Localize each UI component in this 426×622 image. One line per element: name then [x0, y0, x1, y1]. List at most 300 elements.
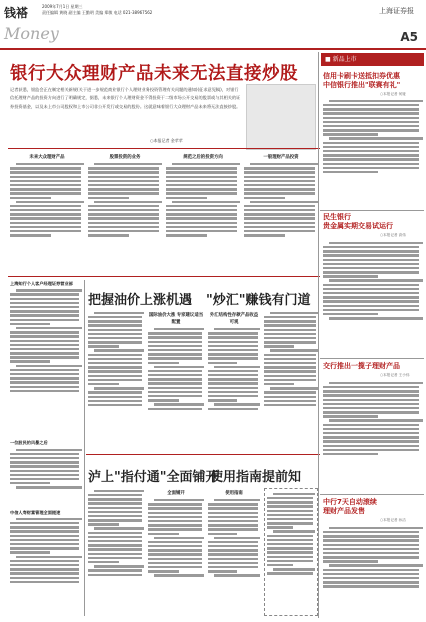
text-line [10, 581, 79, 583]
text-line [166, 188, 237, 190]
text-line [10, 306, 79, 308]
text-line [10, 543, 79, 545]
divider [318, 52, 319, 618]
text-line [10, 526, 79, 528]
text-line [88, 532, 142, 534]
text-line [214, 537, 260, 539]
text-line [148, 370, 202, 372]
text-line [88, 396, 142, 398]
text-line [323, 300, 419, 302]
text-line [329, 100, 423, 102]
divider [86, 454, 320, 455]
text-line [148, 395, 202, 397]
text-line [10, 547, 79, 549]
text-line [10, 222, 81, 224]
story-column [88, 310, 144, 450]
text-line [323, 163, 419, 165]
text-line [148, 566, 202, 568]
sidebar-title-line: 信用卡刷卡送抵扣券优惠 [323, 72, 400, 80]
text-line [267, 522, 313, 524]
text-line [270, 312, 318, 314]
text-line [323, 531, 419, 533]
text-line [148, 570, 179, 572]
text-line [323, 309, 419, 311]
sidebar-banner: ■ 新品上市 [321, 53, 424, 66]
text-line [88, 379, 142, 381]
text-line [208, 549, 258, 551]
text-line [166, 192, 237, 194]
body-text [323, 382, 423, 456]
text-line [166, 197, 207, 199]
text-line [88, 502, 142, 504]
text-line [323, 428, 419, 430]
text-line [88, 354, 142, 356]
text-line [208, 378, 258, 380]
text-line [244, 226, 315, 228]
page-number: A5 [400, 30, 418, 44]
text-line [267, 556, 313, 558]
body-text [88, 312, 144, 407]
text-line [329, 242, 423, 244]
text-line [10, 530, 79, 532]
story-column [208, 488, 260, 618]
text-line [166, 184, 237, 186]
text-line [88, 222, 159, 224]
text-line [208, 553, 258, 555]
text-line [323, 411, 419, 413]
text-line [208, 545, 258, 547]
divider [320, 210, 424, 211]
text-line [323, 142, 419, 144]
text-line [88, 523, 119, 525]
sidebar-title-line: 中信银行推出"联赛有礼" [323, 81, 401, 89]
body-text [267, 493, 315, 575]
text-line [88, 544, 142, 546]
text-line [88, 370, 142, 372]
text-line [264, 316, 316, 318]
text-line [10, 230, 81, 232]
text-line [148, 533, 179, 535]
text-line [323, 254, 419, 256]
text-line [88, 337, 142, 339]
text-line [323, 449, 419, 451]
text-line [88, 548, 142, 550]
lead-paragraph: 记者获悉，银监会正在制定相关新规(关于进一步规范商业银行个人理财业务投资管理有关问题的通知)(征求意见稿)，对银行信托理财产品的投资方向进行了明确规定，据悉，未来银行个人理财资金不得投资于二级市场公开交易的股票或与其相关的证券投资基金，以及未上市公司股权和上市公司非公开发行或交易的股份。这就意味着银行大众理财产品未来将无法直接炒股。 [10, 87, 241, 109]
text-line [148, 391, 202, 393]
text-line [10, 209, 81, 211]
divider [84, 280, 85, 616]
section-logo: 钱褡 [4, 6, 29, 20]
text-line [250, 163, 318, 165]
text-line [244, 167, 315, 169]
text-line [208, 387, 258, 389]
text-line [208, 533, 237, 535]
text-line [10, 474, 79, 476]
text-line [10, 470, 79, 472]
story-column [88, 488, 144, 618]
tip-box [264, 488, 318, 616]
text-line [323, 535, 419, 537]
text-line [88, 511, 142, 513]
text-line [88, 400, 142, 402]
story-headline: 使用指南提前知 [210, 470, 302, 485]
text-line [16, 518, 82, 520]
text-line [323, 394, 419, 396]
text-line [10, 302, 79, 304]
sidebar-title [323, 213, 423, 231]
article-photo [246, 84, 316, 150]
article-subhead: 一般理财产品投资 [263, 155, 299, 160]
text-line [323, 133, 378, 135]
body-text [208, 499, 260, 577]
text-line [94, 490, 144, 492]
text-line [323, 150, 419, 152]
text-line [88, 345, 119, 347]
text-line [10, 180, 81, 182]
text-line [329, 317, 423, 319]
text-line [273, 530, 315, 532]
text-line [10, 377, 79, 379]
story-column [148, 488, 204, 618]
text-line [267, 551, 313, 553]
text-line [16, 289, 82, 291]
text-line [264, 337, 316, 339]
story-headline: "炒汇"赚钱有门道 [206, 293, 311, 308]
text-line [323, 390, 419, 392]
text-line [10, 522, 79, 524]
text-line [264, 362, 316, 364]
text-line [264, 400, 316, 402]
text-line [148, 332, 202, 334]
text-line [323, 577, 419, 579]
text-line [214, 328, 260, 330]
page-header [0, 0, 426, 50]
text-line [94, 349, 144, 351]
sidebar-title-line: 民生银行 [323, 213, 351, 221]
text-line [10, 335, 79, 337]
text-line [166, 180, 237, 182]
text-line [148, 503, 202, 505]
text-line [323, 403, 419, 405]
text-line [88, 515, 142, 517]
text-line [329, 419, 423, 421]
text-line [166, 205, 237, 207]
text-line [264, 375, 316, 377]
body-text [10, 163, 84, 237]
text-line [267, 518, 313, 520]
text-line [10, 564, 79, 566]
text-line [148, 408, 202, 410]
divider [8, 276, 320, 277]
article-subhead: 股票投资的业务 [109, 155, 141, 160]
text-line [88, 383, 119, 385]
text-line [244, 184, 315, 186]
left-story-title: 上海知行个人客户经理证券营业部 [10, 281, 73, 286]
text-line [94, 565, 144, 567]
text-line [166, 226, 237, 228]
text-line [10, 310, 79, 312]
text-line [88, 507, 142, 509]
text-line [148, 549, 202, 551]
text-line [323, 305, 419, 307]
text-line [166, 222, 237, 224]
text-line [88, 362, 142, 364]
body-text [264, 312, 318, 407]
text-line [94, 201, 162, 203]
text-line [214, 574, 260, 576]
text-line [166, 230, 237, 232]
text-line [244, 209, 315, 211]
text-line [323, 259, 419, 261]
text-line [264, 370, 316, 372]
text-line [323, 415, 378, 417]
text-line [88, 226, 159, 228]
text-line [329, 564, 423, 566]
text-line [264, 379, 316, 381]
text-line [10, 344, 79, 346]
text-line [88, 217, 159, 219]
text-line [329, 137, 423, 139]
text-line [323, 117, 419, 119]
text-line [166, 209, 237, 211]
text-line [148, 558, 202, 560]
text-line [208, 332, 258, 334]
text-line [148, 349, 202, 351]
text-line [270, 349, 318, 351]
text-line [10, 390, 79, 392]
text-line [10, 457, 79, 459]
text-line [88, 171, 159, 173]
text-line [88, 540, 142, 542]
text-line [323, 108, 419, 110]
text-line [244, 180, 315, 182]
story-subhead: 全面铺开 [167, 491, 185, 496]
left-stories [10, 280, 82, 620]
text-line [10, 381, 79, 383]
left-story-title: 一位股民的风暴之后 [10, 440, 48, 446]
text-line [10, 535, 79, 537]
text-line [88, 180, 159, 182]
text-line [88, 209, 159, 211]
text-line [148, 516, 202, 518]
text-line [323, 104, 419, 106]
text-line [16, 201, 84, 203]
text-line [208, 570, 237, 572]
text-line [264, 345, 294, 347]
text-line [154, 328, 204, 330]
text-line [329, 382, 423, 384]
text-line [10, 356, 79, 358]
main-headline: 银行大众理财产品未来无法直接炒股 [10, 64, 298, 84]
text-line [264, 383, 294, 385]
text-line [148, 378, 202, 380]
text-line [208, 345, 258, 347]
text-line [16, 486, 82, 488]
text-line [88, 557, 142, 559]
text-line [10, 331, 79, 333]
text-line [323, 539, 419, 541]
text-line [208, 503, 258, 505]
body-text [148, 499, 204, 577]
text-line [148, 387, 202, 389]
story-headline: 把握油价上涨机遇 [88, 293, 193, 308]
sidebar-byline: ○本报记者 高伟 [380, 233, 406, 237]
text-line [264, 404, 316, 406]
body-text [323, 527, 423, 588]
text-line [244, 171, 315, 173]
text-line [323, 121, 419, 123]
text-line [323, 573, 419, 575]
text-line [214, 499, 260, 501]
text-line [148, 336, 202, 338]
text-line [148, 545, 202, 547]
text-line [88, 569, 142, 571]
text-line [323, 581, 419, 583]
story-subhead: 国际油价大涨 专家建议适当配置 [148, 313, 204, 325]
text-line [10, 373, 79, 375]
divider [320, 494, 424, 495]
text-line [10, 293, 79, 295]
text-line [10, 188, 81, 190]
text-line [264, 333, 316, 335]
text-line [323, 267, 419, 269]
text-line [250, 201, 318, 203]
text-line [88, 574, 142, 576]
text-line [323, 154, 419, 156]
text-line [214, 366, 260, 368]
text-line [208, 399, 237, 401]
text-line [166, 176, 237, 178]
text-line [166, 213, 237, 215]
text-line [264, 366, 316, 368]
text-line [270, 387, 318, 389]
text-line [264, 341, 316, 343]
text-line [88, 366, 142, 368]
text-line [10, 205, 81, 207]
text-line [323, 263, 419, 265]
text-line [273, 568, 315, 570]
text-line [88, 167, 159, 169]
text-line [208, 391, 258, 393]
text-line [208, 357, 258, 359]
sidebar-byline: ○本报记者 孙洁 [380, 518, 406, 522]
text-line [208, 558, 258, 560]
text-line [148, 528, 202, 530]
text-line [10, 319, 79, 321]
text-line [10, 226, 81, 228]
text-line [88, 329, 142, 331]
text-line [323, 146, 419, 148]
text-line [323, 453, 378, 455]
text-line [148, 553, 202, 555]
text-line [208, 520, 258, 522]
text-line [16, 449, 82, 451]
text-line [16, 163, 84, 165]
text-line [10, 348, 79, 350]
text-line [10, 539, 79, 541]
text-line [16, 556, 82, 558]
text-line [267, 497, 313, 499]
text-line [148, 374, 202, 376]
text-line [323, 167, 419, 169]
text-line [10, 572, 79, 574]
text-line [267, 560, 313, 562]
text-line [10, 568, 79, 570]
text-line [208, 541, 258, 543]
text-line [323, 246, 419, 248]
body-text [10, 449, 82, 509]
text-line [267, 505, 313, 507]
body-text [10, 289, 82, 439]
text-line [208, 512, 258, 514]
story-column [148, 310, 204, 450]
text-line [208, 395, 258, 397]
article-column-1 [10, 152, 84, 272]
text-line [267, 543, 313, 545]
text-line [208, 349, 258, 351]
text-line [10, 314, 79, 316]
sidebar-byline: ○本报记者 何娅 [380, 92, 406, 96]
text-line [154, 574, 204, 576]
text-line [208, 528, 258, 530]
text-line [323, 399, 419, 401]
text-line [94, 312, 144, 314]
text-line [267, 510, 313, 512]
article-column-2 [88, 152, 162, 272]
sidebar-title [323, 362, 423, 371]
text-line [323, 125, 419, 127]
text-line [10, 323, 50, 325]
text-line [323, 432, 419, 434]
text-line [172, 163, 240, 165]
story-subhead: 使用指南 [225, 491, 243, 496]
text-line [214, 403, 260, 405]
text-line [208, 336, 258, 338]
story-headline: 泸上"指付通"全面铺开 [88, 470, 219, 485]
text-line [10, 560, 79, 562]
text-line [148, 399, 179, 401]
divider [8, 148, 320, 149]
text-line [10, 352, 79, 354]
paper-name: 上海证券报 [379, 7, 414, 15]
text-line [88, 192, 159, 194]
text-line [148, 541, 202, 543]
text-line [323, 296, 419, 298]
text-line [264, 358, 316, 360]
text-line [94, 527, 144, 529]
text-line [264, 354, 316, 356]
text-line [166, 234, 207, 236]
text-line [264, 391, 316, 393]
sidebar-text [323, 380, 423, 492]
text-line [323, 440, 419, 442]
text-line [264, 320, 316, 322]
body-text [166, 163, 240, 237]
text-line [323, 560, 378, 562]
left-story-title: 中信人寿财富管理全面提速 [10, 509, 61, 515]
text-line [323, 313, 378, 315]
body-text [244, 163, 318, 237]
text-line [88, 536, 142, 538]
text-line [88, 316, 142, 318]
text-line [10, 192, 81, 194]
text-line [244, 213, 315, 215]
text-line [88, 404, 142, 406]
text-line [323, 436, 419, 438]
text-line [88, 358, 142, 360]
text-line [244, 230, 315, 232]
sidebar-text [323, 98, 423, 208]
